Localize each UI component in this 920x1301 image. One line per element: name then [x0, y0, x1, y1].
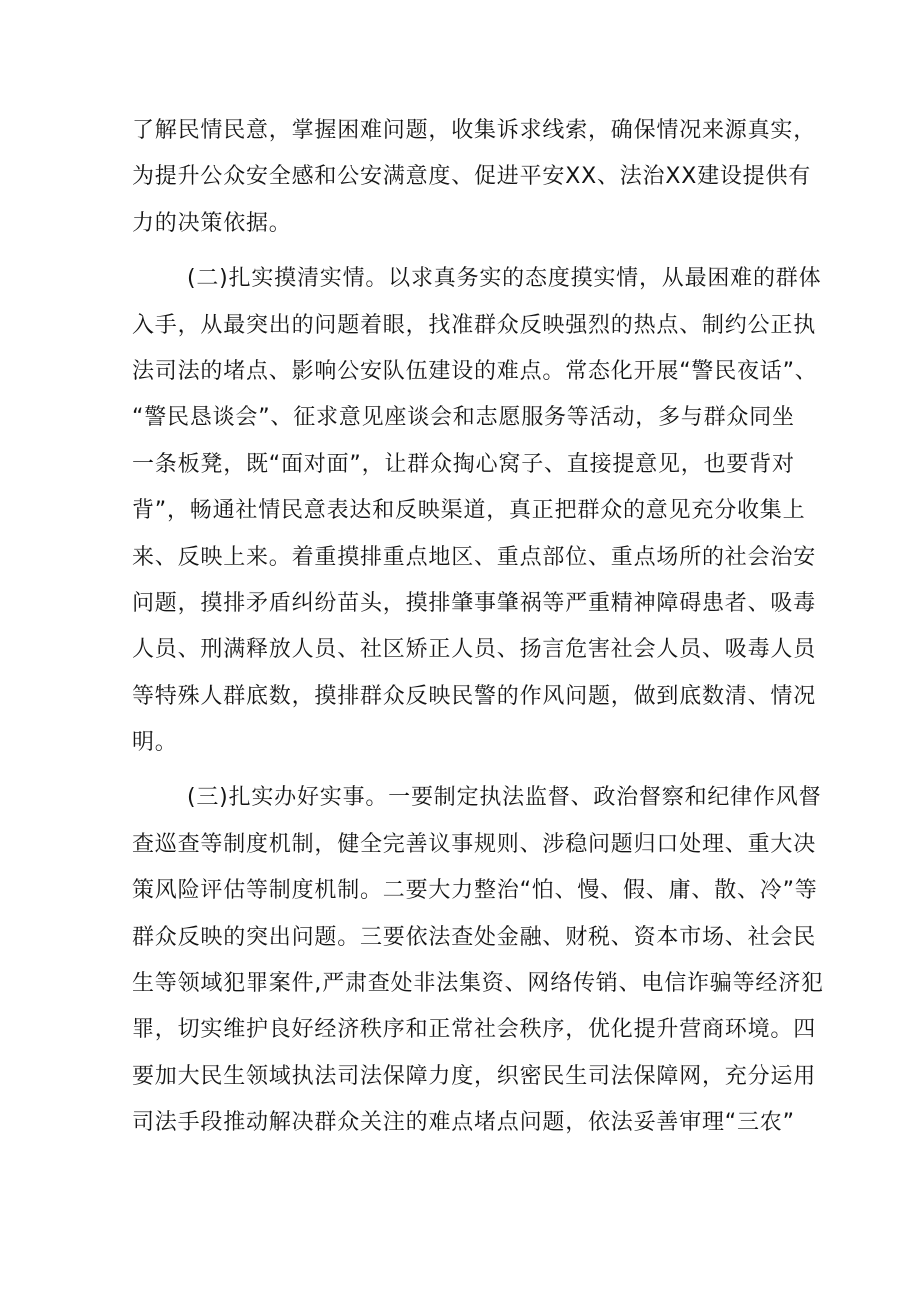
text-line: 明。 [132, 730, 178, 756]
text-line: 问题，摸排矛盾纠纷苗头，摸排肇事肇祸等严重精神障碍患者、吸毒 [132, 590, 817, 616]
text-line: 策风险评估等制度机制。二要大力整治“怕、慢、假、庸、散、冷”等 [132, 878, 818, 904]
text-line: 要加大民生领域执法司法保障力度，织密民生司法保障网，充分运用 [132, 1063, 817, 1089]
text-line: (三)扎实办好实事。一要制定执法监督、政治督察和纪律作风督 [187, 785, 822, 811]
text-line: 入手，从最突出的问题着眼，找准群众反映强烈的热点、制约公正执 [132, 312, 817, 338]
text-line: 法司法的堵点、影响公安队伍建设的难点。常态化开展“警民夜话”、 [132, 358, 818, 384]
paragraph-gap [132, 766, 792, 775]
paragraph-gap [132, 247, 792, 256]
text-line: 司法手段推动解决群众关注的难点堵点问题，依法妥善审理“三农” [132, 1110, 795, 1136]
text-line: 来、反映上来。着重摸排重点地区、重点部位、重点场所的社会治安 [132, 544, 817, 570]
text-line: (二)扎实摸清实情。以求真务实的态度摸实情，从最困难的群体 [187, 266, 822, 292]
text-line: 人员、刑满释放人员、社区矫正人员、扬言危害社会人员、吸毒人员 [132, 637, 817, 663]
text-line: 查巡查等制度机制，健全完善议事规则、涉稳问题归口处理、重大决 [132, 831, 817, 857]
text-line: 了解民情民意，掌握困难问题，收集诉求线索，确保情况来源真实， [132, 118, 817, 143]
text-line: 生等领域犯罪案件,严肃查处非法集资、网络传销、电信诈骗等经济犯 [132, 971, 824, 997]
text-line: 为提升公众安全感和公安满意度、促进平安XX、法治XX建设提供有 [132, 164, 812, 190]
text-line: 力的决策依据。 [132, 210, 292, 236]
text-line: 背”，畅通社情民意表达和反映渠道，真正把群众的意见充分收集上 [132, 498, 806, 524]
text-line: 群众反映的突出问题。三要依法查处金融、财税、资本市场、社会民 [132, 924, 817, 950]
document-body [132, 108, 824, 1147]
text-line: 一条板凳，既“面对面”，让群众掏心窝子、直接提意见，也要背对 [132, 451, 795, 477]
text-line: 罪，切实维护良好经济秩序和正常社会秩序，优化提升营商环境。四 [132, 1017, 817, 1043]
text-line: 等特殊人群底数，摸排群众反映民警的作风问题，做到底数清、情况 [132, 683, 817, 709]
text-line: “警民恳谈会”、征求意见座谈会和志愿服务等活动，多与群众同坐 [132, 405, 795, 431]
